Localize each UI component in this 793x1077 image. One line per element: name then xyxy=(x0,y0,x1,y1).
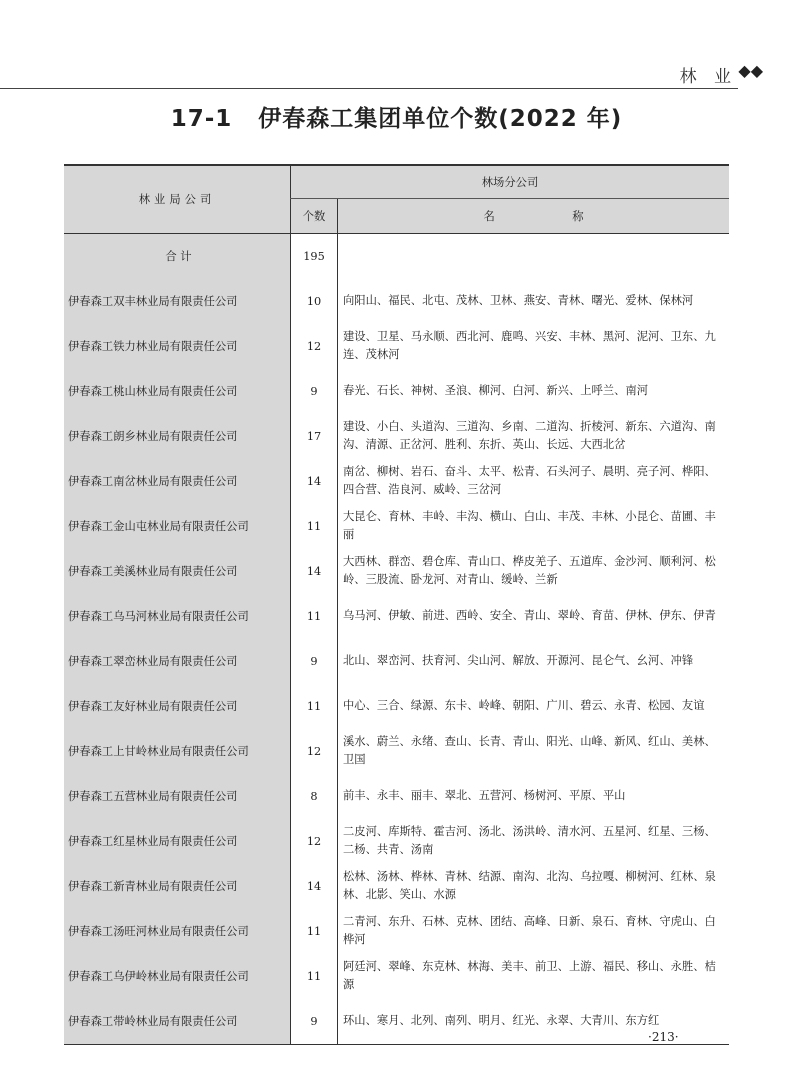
header-rule xyxy=(0,88,738,89)
farm-names: 二皮河、库斯特、霍吉河、汤北、汤洪岭、清水河、五星河、红星、三杨、二杨、共青、汤南 xyxy=(338,819,730,864)
farm-count: 12 xyxy=(291,324,338,369)
page-title xyxy=(0,100,793,133)
bureau-name: 伊春森工南岔林业局有限责任公司 xyxy=(64,459,291,504)
total-names xyxy=(338,233,730,279)
farm-count: 11 xyxy=(291,684,338,729)
names-column-header-label: 名称 xyxy=(483,209,584,223)
table-row xyxy=(64,909,729,954)
section-label: 林 业 xyxy=(679,67,737,87)
farm-names: 乌马河、伊敏、前进、西岭、安全、青山、翠岭、育苗、伊林、伊东、伊青 xyxy=(338,594,730,639)
bureau-name: 伊春森工金山屯林业局有限责任公司 xyxy=(64,504,291,549)
farm-group-header: 林场分公司 xyxy=(291,165,730,198)
table-row xyxy=(64,549,729,594)
table-row xyxy=(64,819,729,864)
bureau-name: 伊春森工友好林业局有限责任公司 xyxy=(64,684,291,729)
table-row xyxy=(64,729,729,774)
table-row xyxy=(64,684,729,729)
total-label: 合 计 xyxy=(64,233,291,279)
bureau-name: 伊春森工翠峦林业局有限责任公司 xyxy=(64,639,291,684)
table-row xyxy=(64,504,729,549)
bureau-name: 伊春森工乌伊岭林业局有限责任公司 xyxy=(64,954,291,999)
farm-count: 11 xyxy=(291,954,338,999)
farm-count: 14 xyxy=(291,549,338,594)
bureau-name: 伊春森工五营林业局有限责任公司 xyxy=(64,774,291,819)
farm-count: 11 xyxy=(291,594,338,639)
farm-names: 二青河、东升、石林、克林、团结、高峰、日新、泉石、育林、守虎山、白桦河 xyxy=(338,909,730,954)
farm-names: 向阳山、福民、北屯、茂林、卫林、燕安、青林、曙光、爱林、保林河 xyxy=(338,279,730,324)
total-row xyxy=(64,233,729,279)
farm-count: 12 xyxy=(291,729,338,774)
bureau-name: 伊春森工带岭林业局有限责任公司 xyxy=(64,999,291,1045)
table-row xyxy=(64,954,729,999)
table-row xyxy=(64,414,729,459)
farm-names: 前丰、永丰、丽丰、翠北、五营河、杨树河、平原、平山 xyxy=(338,774,730,819)
bureau-name: 伊春森工上甘岭林业局有限责任公司 xyxy=(64,729,291,774)
table-row xyxy=(64,594,729,639)
bureau-name: 伊春森工汤旺河林业局有限责任公司 xyxy=(64,909,291,954)
farm-names: 建设、卫星、马永顺、西北河、鹿鸣、兴安、丰林、黑河、泥河、卫东、九连、茂林河 xyxy=(338,324,730,369)
farm-count: 10 xyxy=(291,279,338,324)
table-row xyxy=(64,324,729,369)
bureau-name: 伊春森工双丰林业局有限责任公司 xyxy=(64,279,291,324)
table-row xyxy=(64,999,729,1045)
farm-count: 14 xyxy=(291,459,338,504)
bureau-name: 伊春森工乌马河林业局有限责任公司 xyxy=(64,594,291,639)
farm-names: 北山、翠峦河、扶育河、尖山河、解放、开源河、昆仑气、幺河、冲锋 xyxy=(338,639,730,684)
farm-count: 11 xyxy=(291,909,338,954)
farm-names: 中心、三合、绿源、东卡、岭峰、朝阳、广川、碧云、永青、松园、友谊 xyxy=(338,684,730,729)
bureau-name: 伊春森工铁力林业局有限责任公司 xyxy=(64,324,291,369)
table-title: 伊春森工集团单位个数(2022 年) xyxy=(258,106,623,132)
diamond-ornament-icon: ◆◆ xyxy=(738,61,763,80)
units-table xyxy=(64,164,729,1045)
bureau-name: 伊春森工朗乡林业局有限责任公司 xyxy=(64,414,291,459)
table-number: 17-1 xyxy=(170,106,233,132)
bureau-name: 伊春森工美溪林业局有限责任公司 xyxy=(64,549,291,594)
farm-names: 大西林、群峦、碧仓库、青山口、桦皮羌子、五道库、金沙河、顺利河、松岭、三股流、卧龙河、对青山、缓岭、兰新 xyxy=(338,549,730,594)
farm-names: 南岔、柳树、岩石、奋斗、太平、松青、石头河子、晨明、亮子河、桦阳、四合营、浩良河、威岭、三岔河 xyxy=(338,459,730,504)
page-number: ·213· xyxy=(648,1030,679,1044)
table-row xyxy=(64,279,729,324)
farm-count: 12 xyxy=(291,819,338,864)
farm-count: 14 xyxy=(291,864,338,909)
farm-names: 松林、汤林、桦林、青林、结源、南沟、北沟、乌拉嘎、柳树河、红林、泉林、北影、笑山、水源 xyxy=(338,864,730,909)
table-row xyxy=(64,369,729,414)
farm-names: 建设、小白、头道沟、三道沟、乡南、二道沟、折棱河、新东、六道沟、南沟、清源、正岔河、胜利、东折、英山、长远、大西北岔 xyxy=(338,414,730,459)
names-column-header xyxy=(338,198,730,233)
table-row xyxy=(64,459,729,504)
farm-count: 9 xyxy=(291,369,338,414)
bureau-column-header: 林业局公司 xyxy=(64,165,291,233)
table-row xyxy=(64,639,729,684)
farm-names: 阿廷河、翠峰、东克林、林海、美丰、前卫、上游、福民、移山、永胜、桔源 xyxy=(338,954,730,999)
farm-names: 溪水、蔚兰、永绪、查山、长青、青山、阳光、山峰、新风、红山、美林、卫国 xyxy=(338,729,730,774)
page-header xyxy=(0,62,793,88)
farm-count: 11 xyxy=(291,504,338,549)
bureau-name: 伊春森工桃山林业局有限责任公司 xyxy=(64,369,291,414)
farm-names: 春光、石长、神树、圣浪、柳河、白河、新兴、上呼兰、南河 xyxy=(338,369,730,414)
farm-count: 8 xyxy=(291,774,338,819)
farm-names: 环山、寒月、北列、南列、明月、红光、永翠、大青川、东方红 xyxy=(338,999,730,1045)
bureau-name: 伊春森工红星林业局有限责任公司 xyxy=(64,819,291,864)
count-column-header: 个数 xyxy=(291,198,338,233)
farm-count: 17 xyxy=(291,414,338,459)
table-row xyxy=(64,774,729,819)
farm-count: 9 xyxy=(291,999,338,1045)
total-count: 195 xyxy=(291,233,338,279)
bureau-name: 伊春森工新青林业局有限责任公司 xyxy=(64,864,291,909)
table-row xyxy=(64,864,729,909)
farm-names: 大昆仑、育林、丰岭、丰沟、横山、白山、丰茂、丰林、小昆仑、苗圃、丰丽 xyxy=(338,504,730,549)
farm-count: 9 xyxy=(291,639,338,684)
